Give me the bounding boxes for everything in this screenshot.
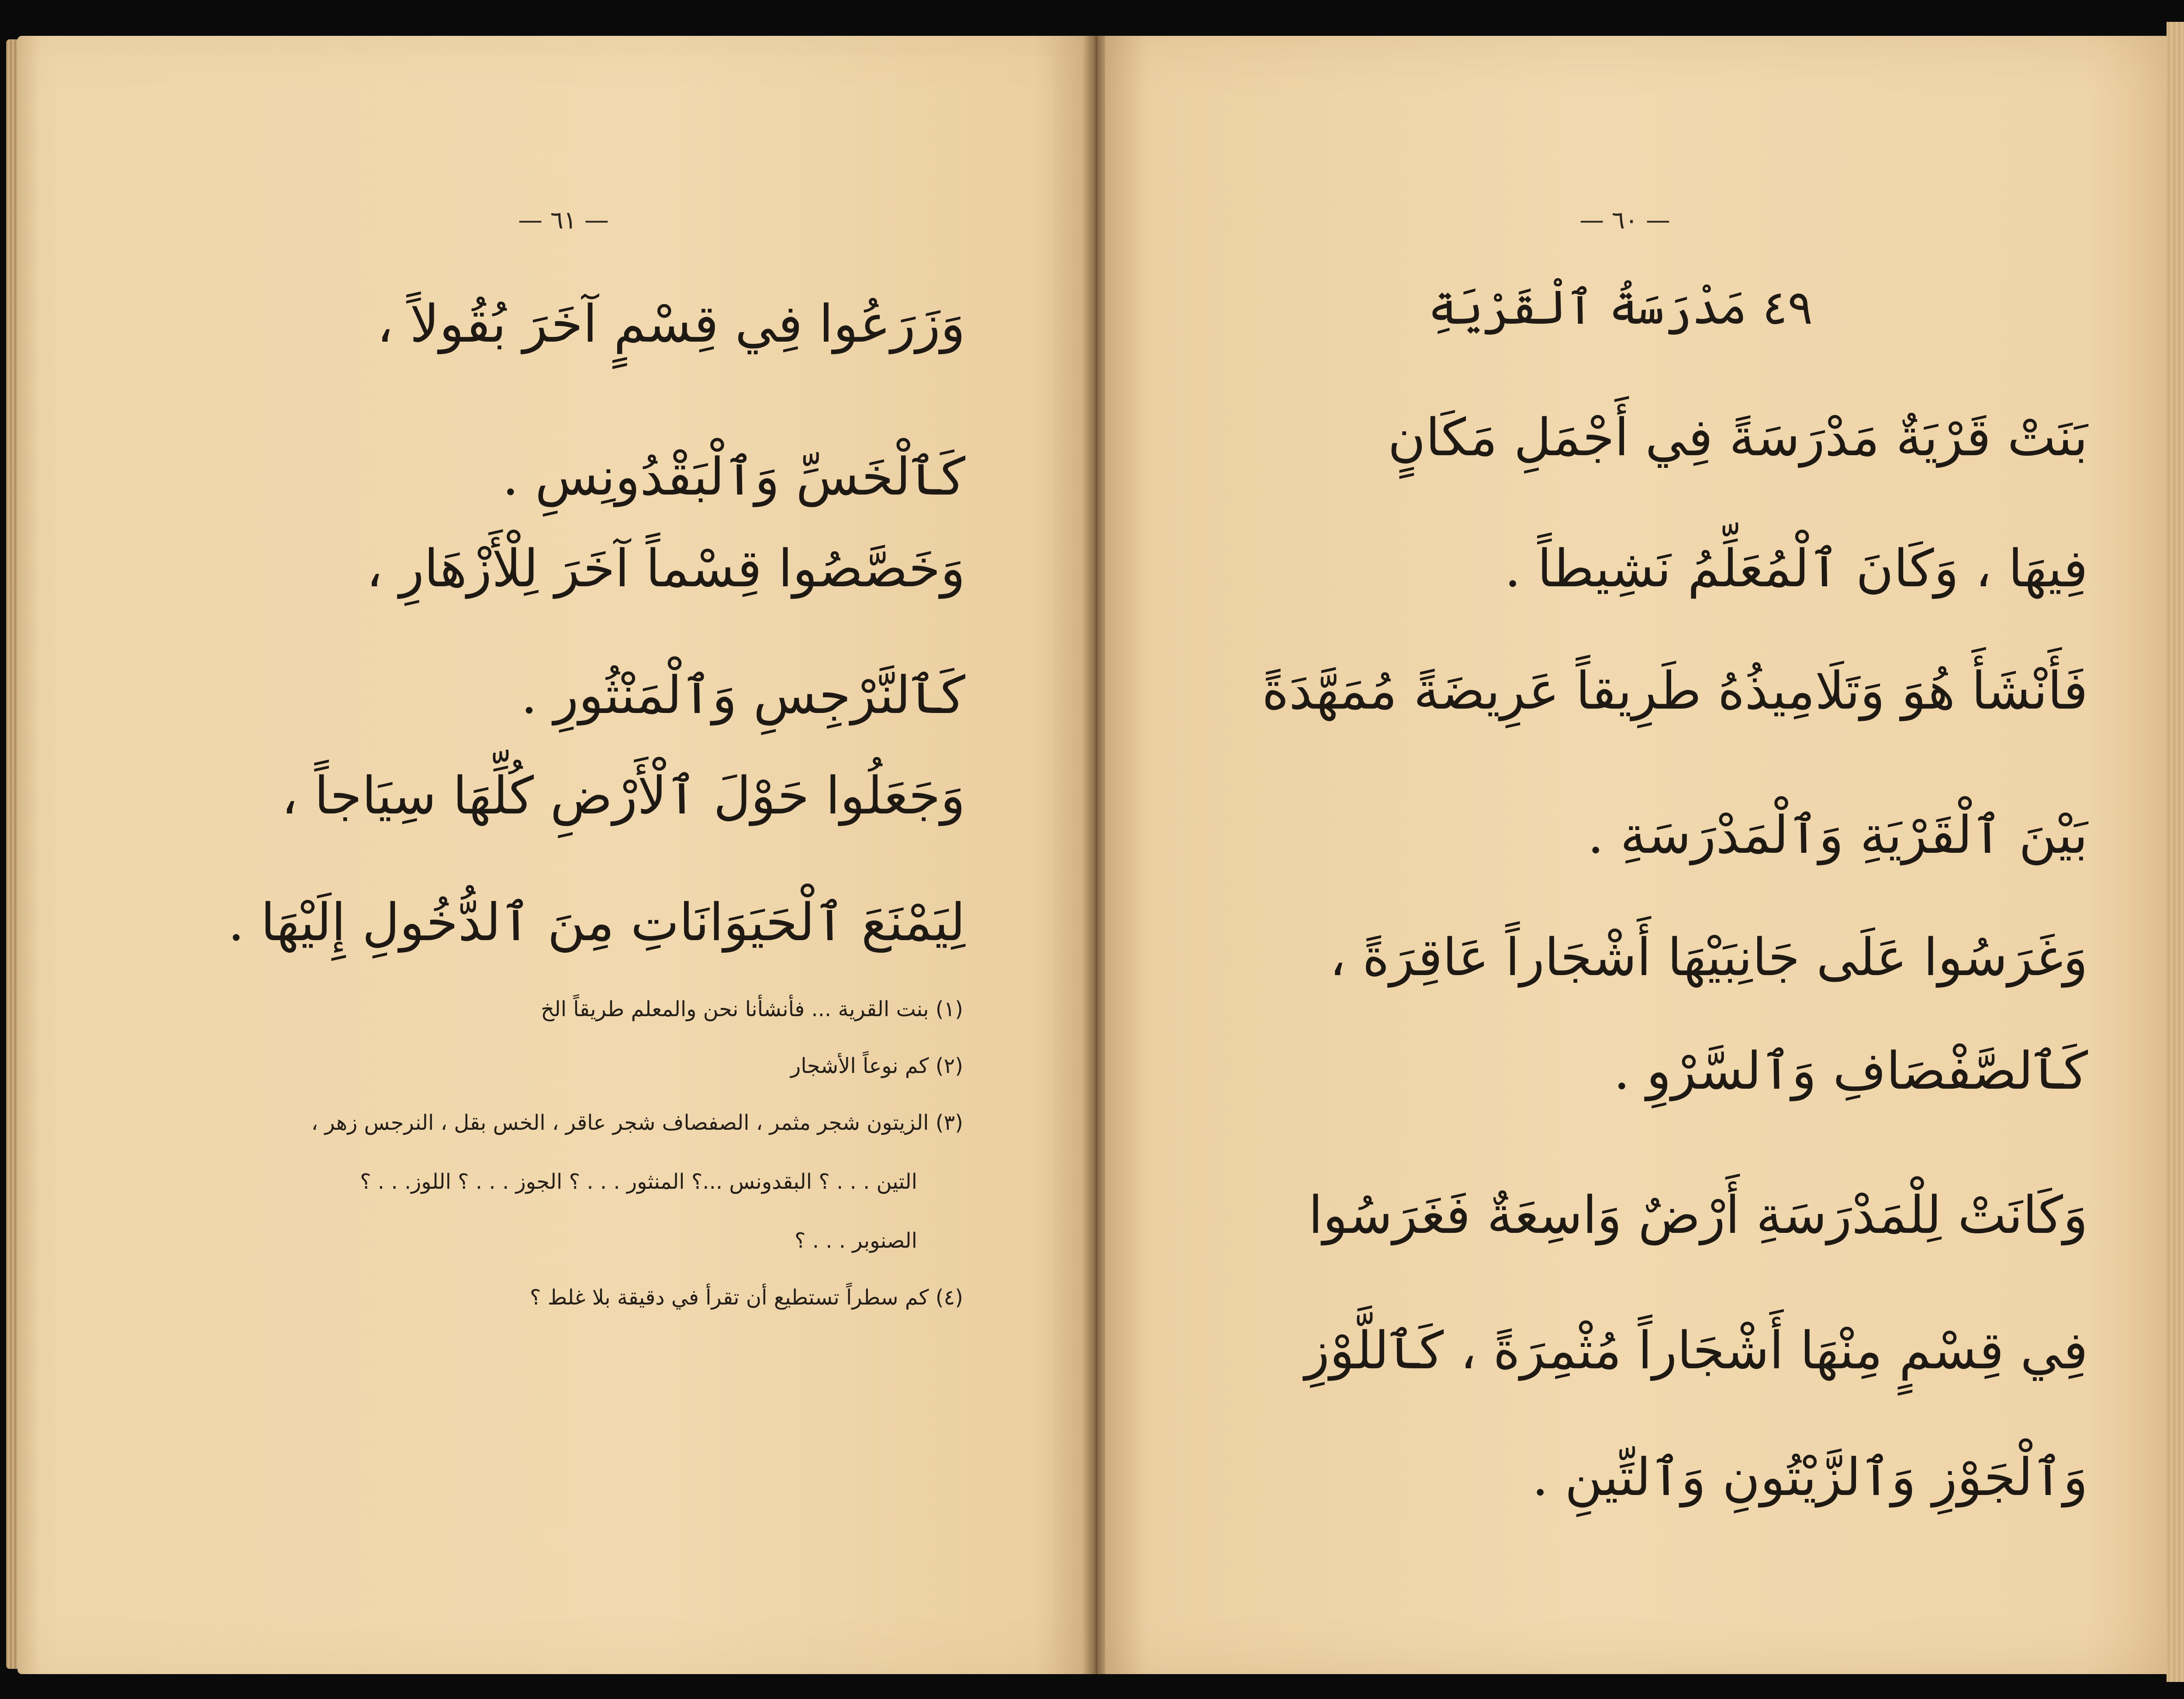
right-line-7: وَكَانَتْ لِلْمَدْرَسَةِ أَرْضٌ وَاسِعَةٌ فَغَرَسُوا bbox=[1308, 1185, 2088, 1245]
right-page bbox=[1105, 36, 2171, 1674]
right-line-2: فِيهَا ، وَكَانَ ٱلْمُعَلِّمُ نَشِيطاً . bbox=[1504, 538, 2088, 599]
exercise-note-3-cont-1: التين . . . ؟ البقدونس ...؟ المنثور . . . ؟ الجوز . . . ؟ اللوز. . . ؟ bbox=[360, 1170, 917, 1194]
lesson-title: ٤٩ مَدْرَسَةُ ٱلْقَرْيَةِ bbox=[1428, 280, 1813, 335]
left-line-3: وَخَصَّصُوا قِسْماً آخَرَ لِلْأَزْهَارِ ، bbox=[366, 538, 965, 599]
left-line-6: لِيَمْنَعَ ٱلْحَيَوَانَاتِ مِنَ ٱلدُّخُولِ إِلَيْهَا . bbox=[228, 892, 965, 952]
exercise-note-3-cont-2: الصنوبر . . . ؟ bbox=[795, 1228, 917, 1253]
exercise-note-4: (٤) كم سطراً تستطيع أن تقرأ في دقيقة بلا غلط ؟ bbox=[530, 1285, 963, 1310]
right-line-4: بَيْنَ ٱلْقَرْيَةِ وَٱلْمَدْرَسَةِ . bbox=[1587, 805, 2088, 865]
left-line-4: كَٱلنَّرْجِسِ وَٱلْمَنْثُورِ . bbox=[521, 665, 965, 725]
right-page-edges bbox=[2167, 22, 2184, 1682]
exercise-note-3: (٣) الزيتون شجر مثمر ، الصفصاف شجر عاقر ، الخس بقل ، النرجس زهر ، bbox=[311, 1111, 963, 1135]
exercise-note-2: (٢) كم نوعاً الأشجار bbox=[791, 1054, 963, 1078]
left-line-1: وَزَرَعُوا فِي قِسْمٍ آخَرَ بُقُولاً ، bbox=[377, 294, 965, 354]
left-line-2: كَٱلْخَسِّ وَٱلْبَقْدُونِسِ . bbox=[502, 446, 965, 507]
right-line-6: كَٱلصَّفْصَافِ وَٱلسَّرْوِ . bbox=[1614, 1041, 2088, 1101]
right-line-8: فِي قِسْمٍ مِنْهَا أَشْجَاراً مُثْمِرَةً ، كَٱللَّوْزِ bbox=[1304, 1320, 2088, 1381]
right-line-3: فَأَنْشَأَ هُوَ وَتَلَامِيذُهُ طَرِيقاً عَرِيضَةً مُمَهَّدَةً bbox=[1262, 661, 2088, 721]
right-page-number: — ٦٠ — bbox=[1579, 206, 1670, 235]
left-line-5: وَجَعَلُوا حَوْلَ ٱلْأَرْضِ كُلِّهَا سِيَاجاً ، bbox=[281, 765, 965, 826]
right-line-5: وَغَرَسُوا عَلَى جَانِبَيْهَا أَشْجَاراً عَاقِرَةً ، bbox=[1329, 927, 2088, 987]
right-line-1: بَنَتْ قَرْيَةٌ مَدْرَسَةً فِي أَجْمَلِ مَكَانٍ bbox=[1388, 407, 2088, 467]
left-page-number: — ٦١ — bbox=[518, 206, 609, 235]
left-page bbox=[17, 36, 1088, 1674]
exercise-note-1: (١) بنت القرية ... فأنشأنا نحن والمعلم طريقاً الخ bbox=[541, 997, 963, 1021]
right-line-9: وَٱلْجَوْزِ وَٱلزَّيْتُونِ وَٱلتِّينِ . bbox=[1532, 1447, 2088, 1507]
